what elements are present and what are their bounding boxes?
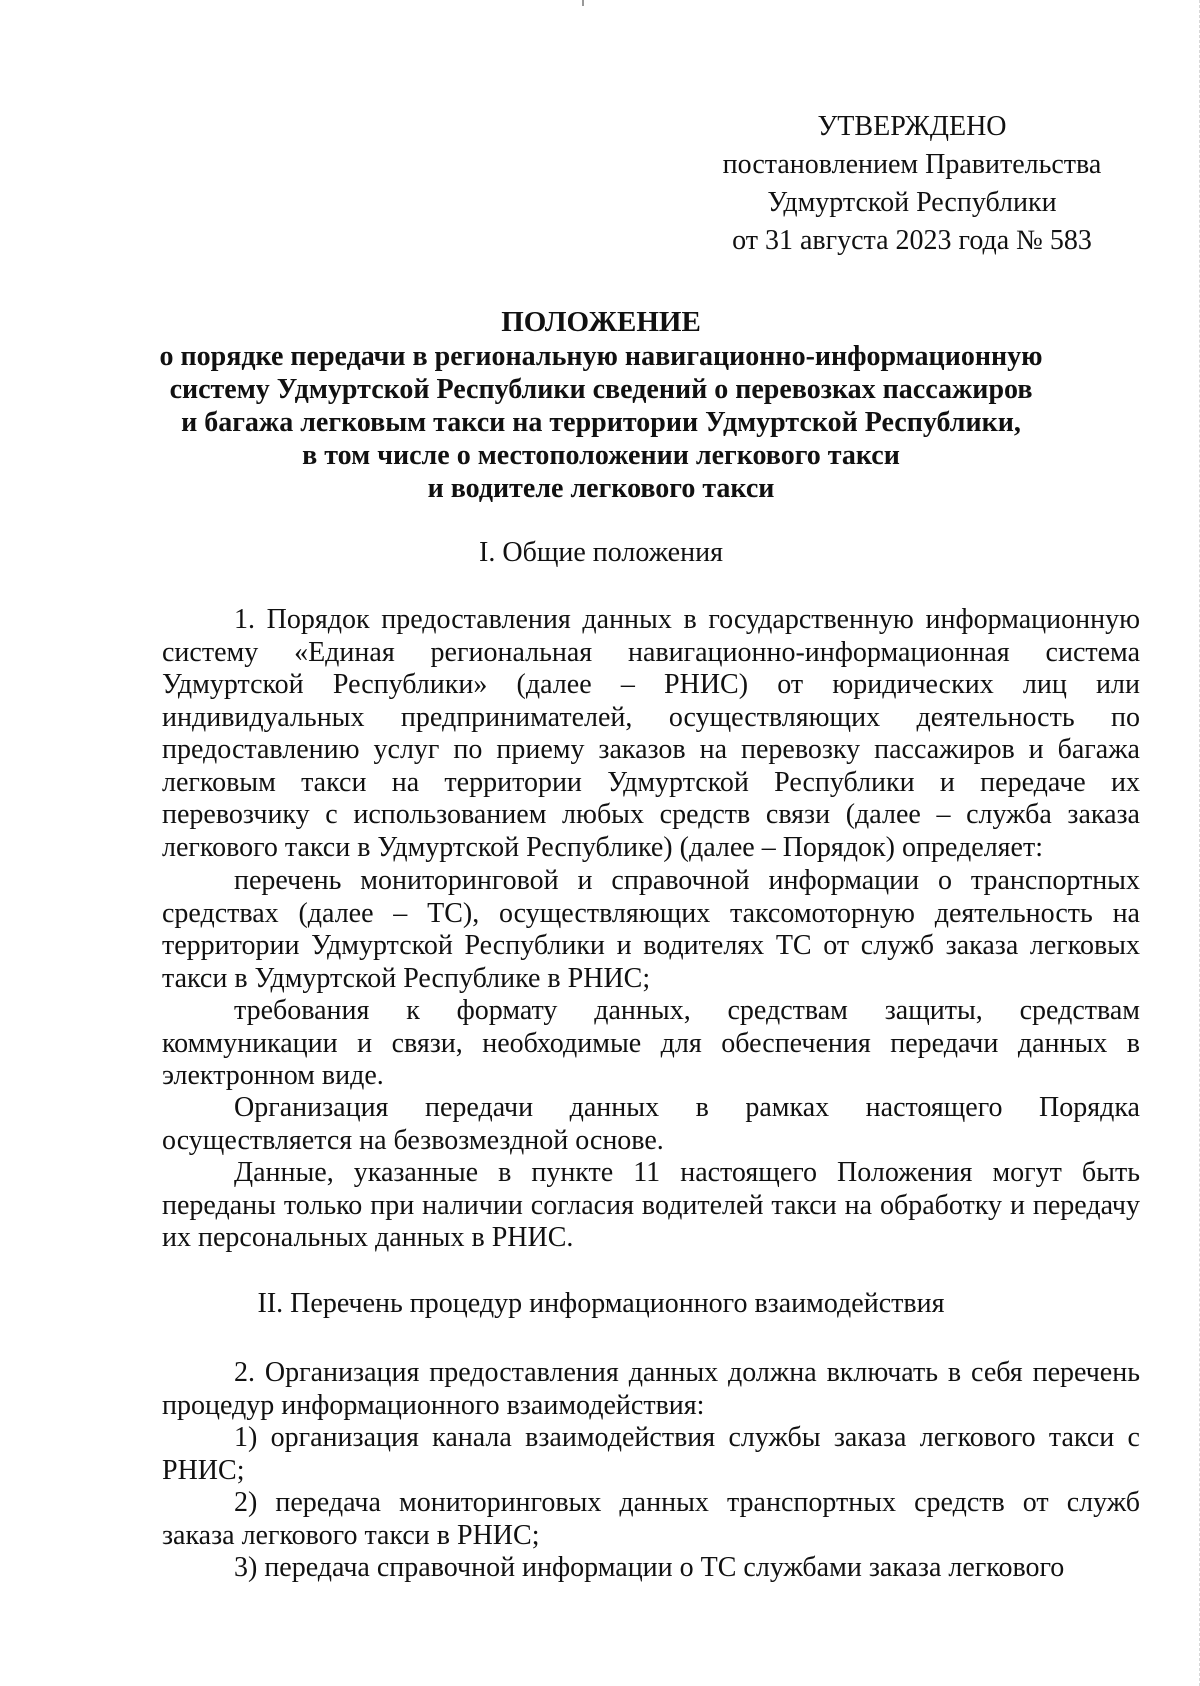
section-2-item-3: 3) передача справочной информации о ТС службами заказа легкового xyxy=(234,1552,1065,1583)
section-1-paragraph-4: Организация передачи данных в рамках настоящего Порядка осуществляется на безвозмездной основе. xyxy=(162,1092,1140,1156)
section-2-item-2: 2) передача мониторинговых данных транспортных средств от служб заказа легкового такси в РНИС; xyxy=(162,1487,1140,1551)
section-2-heading: II. Перечень процедур информационного взаимодействия xyxy=(257,1288,945,1319)
section-2-paragraph-1: 2. Организация предоставления данных должна включать в себя перечень процедур информационного взаимодействия: xyxy=(162,1357,1140,1421)
scan-mark xyxy=(582,0,584,6)
section-1-paragraph-2: перечень мониторинговой и справочной информации о транспортных средствах (далее – ТС), осуществляющих таксомоторную деятельность на территории Удмуртской Республики и водителях ТС от служб заказа легковых такси в Удмуртской Республике в РНИС; xyxy=(162,865,1140,994)
section-2-item-1: 1) организация канала взаимодействия службы заказа легкового такси с РНИС; xyxy=(162,1422,1140,1486)
scan-edge xyxy=(1196,0,1200,1686)
title-line-3: и багажа легковым такси на территории Удмуртской Республики, xyxy=(181,407,1021,438)
title-line-2: систему Удмуртской Республики сведений о перевозках пассажиров xyxy=(169,374,1033,405)
approval-line-4: от 31 августа 2023 года № 583 xyxy=(732,225,1092,256)
section-1-paragraph-3: требования к формату данных, средствам защиты, средствам коммуникации и связи, необходимые для обеспечения передачи данных в электронном виде. xyxy=(162,995,1140,1091)
approval-line-3: Удмуртской Республики xyxy=(767,187,1057,218)
section-1-paragraph-5: Данные, указанные в пункте 11 настоящего Положения могут быть переданы только при наличии согласия водителей такси на обработку и передачу их персональных данных в РНИС. xyxy=(162,1157,1140,1253)
approval-line-2: постановлением Правительства xyxy=(722,149,1102,180)
title-line-1: о порядке передачи в региональную навигационно-информационную xyxy=(159,341,1043,372)
title-line-5: и водителе легкового такси xyxy=(427,473,775,504)
approval-line-1: УТВЕРЖДЕНО xyxy=(817,111,1007,142)
section-1-paragraph-1: 1. Порядок предоставления данных в государственную информационную систему «Единая региональная навигационно-информационная система Удмуртской Республики» (далее – РНИС) от юридических лиц или индивидуальных предпринимателей, осуществляющих деятельность по предоставлению услуг по приему заказов на перевозку пассажиров и багажа легковым такси на территории Удмуртской Республики и передаче их перевозчику с использованием любых средств связи (далее – служба заказа легкового такси в Удмуртской Республике) (далее – Порядок) определяет: xyxy=(162,604,1140,863)
approval-stamp xyxy=(712,108,1112,260)
title-line-4: в том числе о местоположении легкового такси xyxy=(302,440,900,471)
document-title xyxy=(140,306,1062,505)
title-heading: ПОЛОЖЕНИЕ xyxy=(501,306,701,338)
section-1-heading: I. Общие положения xyxy=(479,537,723,568)
